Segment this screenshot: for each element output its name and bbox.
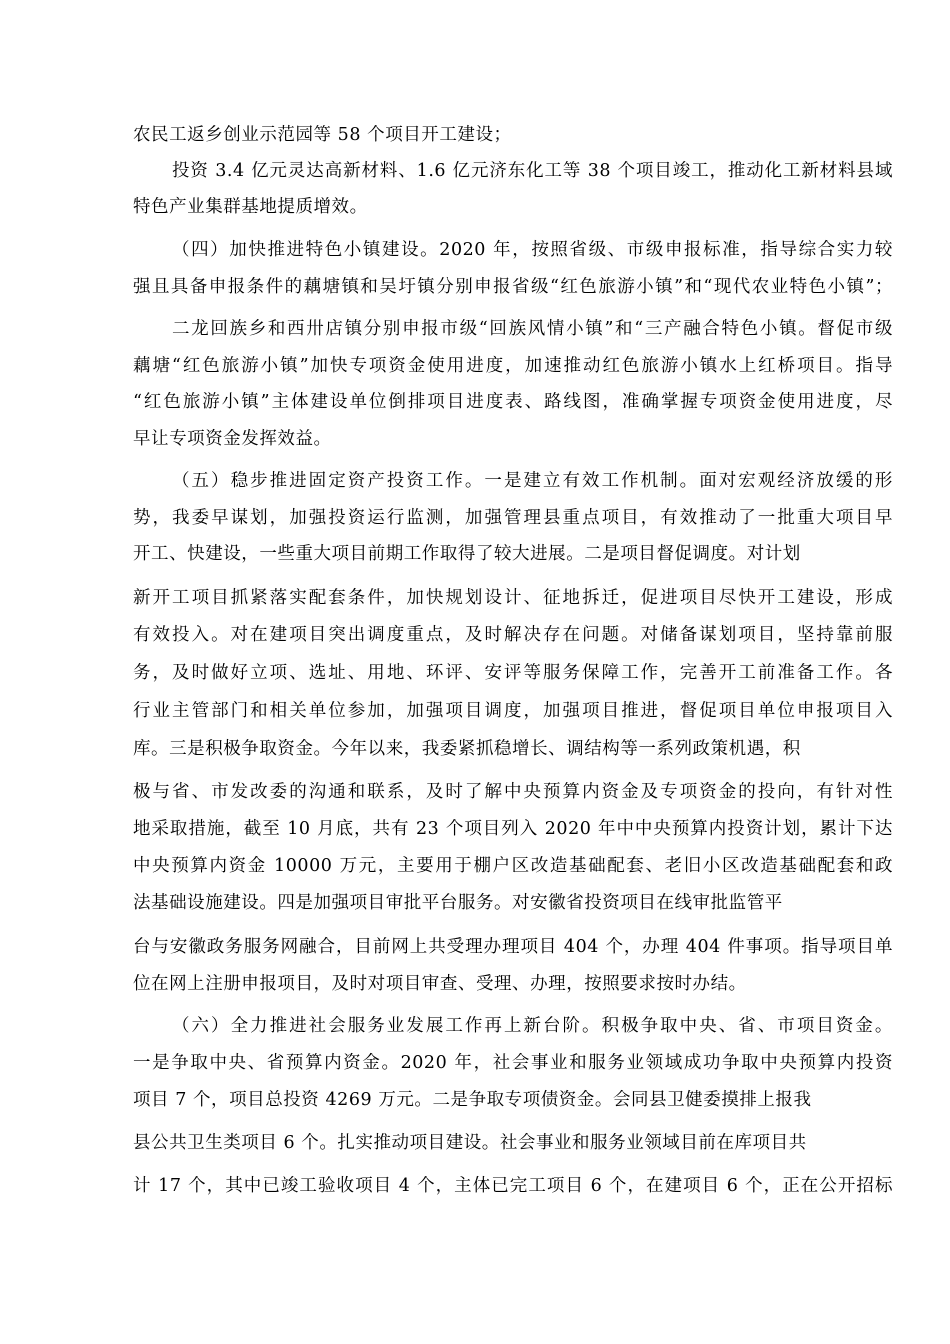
text-line-13: 新开工项目抓紧落实配套条件，加快规划设计、征地拆迁，促进项目尽快开工建设，形成 bbox=[133, 588, 893, 608]
text-line-26: 项目 7 个，项目总投资 4269 万元。二是争取专项债资金。会同县卫健委摸排上报我 bbox=[133, 1090, 812, 1110]
text-line-6: 二龙回族乡和西卅店镇分别申报市级“回族风情小镇”和“三产融合特色小镇。督促市级 bbox=[172, 319, 893, 339]
text-line-1: 农民工返乡创业示范园等 58 个项目开工建设； bbox=[133, 125, 512, 145]
text-line-4: （四）加快推进特色小镇建设。2020 年，按照省级、市级申报标准，指导综合实力较 bbox=[172, 240, 893, 260]
text-line-10: （五）稳步推进固定资产投资工作。一是建立有效工作机制。面对宏观经济放缓的形 bbox=[172, 471, 893, 491]
text-line-19: 地采取措施，截至 10 月底，共有 23 个项目列入 2020 年中中央预算内投资计划，累计下达 bbox=[133, 819, 893, 839]
text-line-2: 投资 3.4 亿元灵达高新材料、1.6 亿元济东化工等 38 个项目竣工，推动化工新材料县域 bbox=[172, 161, 893, 181]
text-line-7: 藕塘“红色旅游小镇”加快专项资金使用进度，加速推动红色旅游小镇水上红桥项目。指导 bbox=[133, 356, 893, 376]
text-line-11: 势，我委早谋划，加强投资运行监测，加强管理县重点项目，有效推动了一批重大项目早 bbox=[133, 508, 893, 528]
text-line-5: 强且具备申报条件的藕塘镇和吴圩镇分别申报省级“红色旅游小镇”和“现代农业特色小镇”； bbox=[133, 277, 893, 297]
text-line-23: 位在网上注册申报项目，及时对项目审查、受理、办理，按照要求按时办结。 bbox=[133, 974, 747, 994]
text-line-14: 有效投入。对在建项目突出调度重点，及时解决存在问题。对储备谋划项目，坚持靠前服 bbox=[133, 625, 893, 645]
text-line-3: 特色产业集群基地提质增效。 bbox=[133, 197, 368, 217]
text-line-20: 中央预算内资金 10000 万元，主要用于棚户区改造基础配套、老旧小区改造基础配套和政 bbox=[133, 856, 893, 876]
text-line-9: 早让专项资金发挥效益。 bbox=[133, 429, 332, 449]
text-line-25: 一是争取中央、省预算内资金。2020 年，社会事业和服务业领域成功争取中央预算内投资 bbox=[133, 1053, 893, 1073]
text-line-27: 县公共卫生类项目 6 个。扎实推动项目建设。社会事业和服务业领域目前在库项目共 bbox=[133, 1133, 807, 1153]
text-line-22: 台与安徽政务服务网融合，目前网上共受理办理项目 404 个，办理 404 件事项。指导项目单 bbox=[133, 937, 893, 957]
text-line-15: 务，及时做好立项、选址、用地、环评、安评等服务保障工作，完善开工前准备工作。各 bbox=[133, 663, 893, 683]
text-line-24: （六）全力推进社会服务业发展工作再上新台阶。积极争取中央、省、市项目资金。 bbox=[172, 1016, 893, 1036]
text-line-8: “红色旅游小镇”主体建设单位倒排项目进度表、路线图，准确掌握专项资金使用进度，尽 bbox=[133, 392, 893, 412]
text-line-12: 开工、快建设，一些重大项目前期工作取得了较大进展。二是项目督促调度。对计划 bbox=[133, 544, 801, 564]
text-line-28: 计 17 个，其中已竣工验收项目 4 个，主体已完工项目 6 个，在建项目 6 个，正在公开招标 bbox=[133, 1176, 893, 1196]
text-line-17: 库。三是积极争取资金。今年以来，我委紧抓稳增长、调结构等一系列政策机遇，积 bbox=[133, 739, 801, 759]
text-line-18: 极与省、市发改委的沟通和联系，及时了解中央预算内资金及专项资金的投向，有针对性 bbox=[133, 782, 893, 802]
text-line-21: 法基础设施建设。四是加强项目审批平台服务。对安徽省投资项目在线审批监管平 bbox=[133, 893, 783, 913]
text-line-16: 行业主管部门和相关单位参加，加强项目调度，加强项目推进，督促项目单位申报项目入 bbox=[133, 701, 893, 721]
